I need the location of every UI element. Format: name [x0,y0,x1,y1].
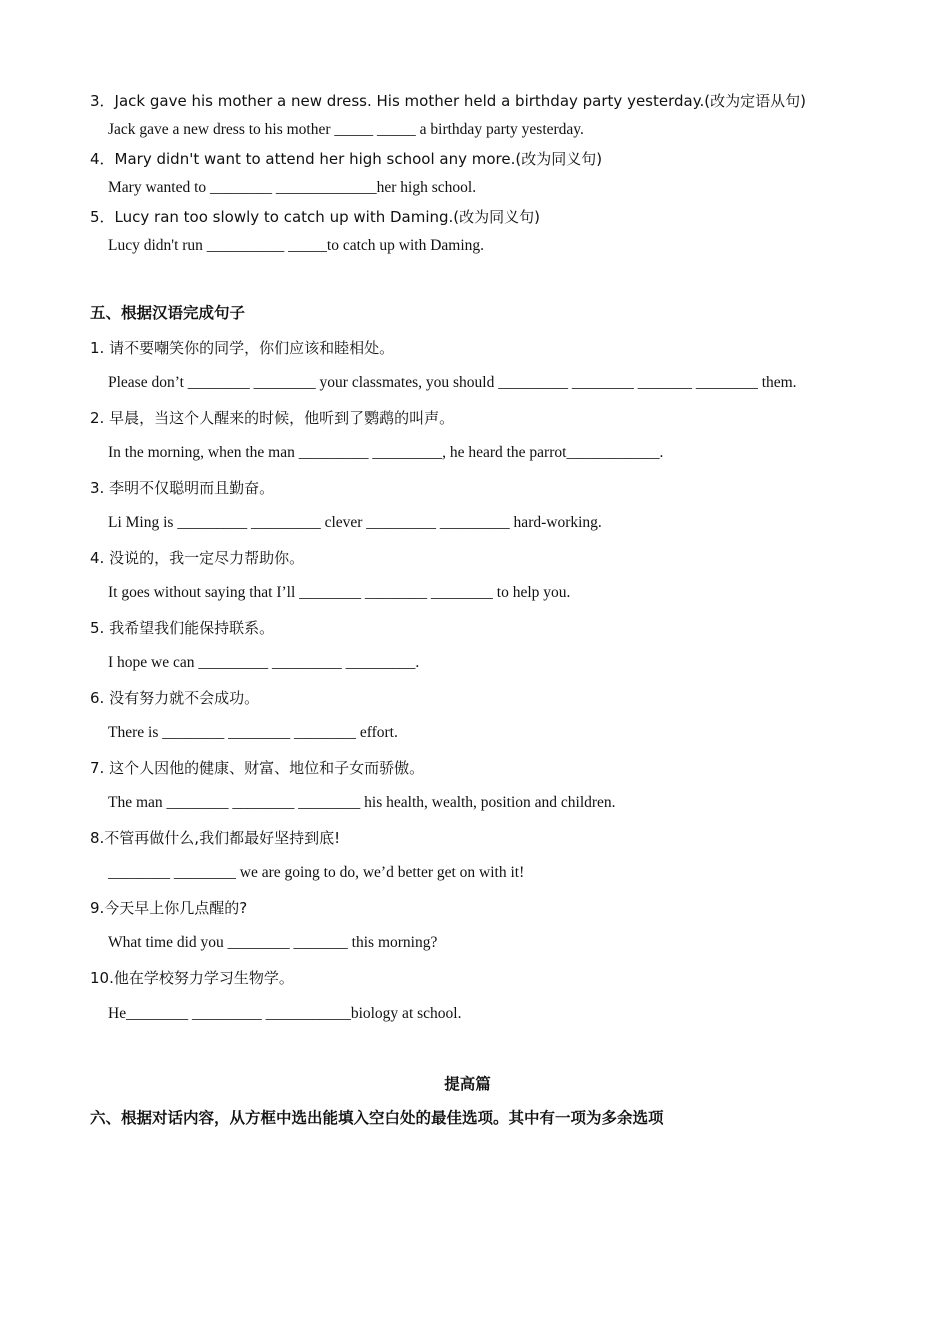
s5-question-5: 5. 我希望我们能保持联系。 [90,619,275,637]
rewrite-answer-3: Jack gave a new dress to his mother _____ _____ a birthday party yesterday. [108,121,584,138]
s5-answer-7: The man ________ ________ ________ his health, wealth, position and children. [108,794,616,811]
s5-question-9: 9.今天早上你几点醒的? [90,899,248,917]
s5-answer-4: It goes without saying that I’ll ________ ________ ________ to help you. [108,584,571,601]
s5-question-1: 1. 请不要嘲笑你的同学，你们应该和睦相处。 [90,339,395,357]
rewrite-question-5: 5．Lucy ran too slowly to catch up with Daming.(改为同义句) [90,208,540,226]
s5-answer-2: In the morning, when the man _________ _________, he heard the parrot____________. [108,444,664,461]
s5-answer-9: What time did you ________ _______ this morning? [108,934,438,951]
rewrite-answer-4: Mary wanted to ________ _____________her high school. [108,179,477,196]
section-6-title: 六、根据对话内容，从方框中选出能填入空白处的最佳选项。其中有一项为多余选项 [90,1109,664,1127]
section-5-title: 五、根据汉语完成句子 [90,304,246,322]
s5-answer-6: There is ________ ________ ________ effort. [108,724,398,741]
s5-answer-1: Please don’t ________ ________ your classmates, you should _________ ________ _______ ________ them. [108,374,797,391]
s5-question-3: 3. 李明不仅聪明而且勤奋。 [90,479,275,497]
s5-question-10: 10.他在学校努力学习生物学。 [90,969,294,987]
s5-question-4: 4. 没说的，我一定尽力帮助你。 [90,549,305,567]
s5-answer-5: I hope we can _________ _________ _________. [108,654,420,671]
s5-question-8: 8.不管再做什么,我们都最好坚持到底! [90,829,341,847]
rewrite-question-3: 3．Jack gave his mother a new dress. His mother held a birthday party yesterday.(改为定语从句) [90,92,806,110]
s5-answer-3: Li Ming is _________ _________ clever _________ _________ hard-working. [108,514,602,531]
rewrite-answer-5: Lucy didn't run __________ _____to catch up with Daming. [108,237,485,254]
s5-answer-8: ________ ________ we are going to do, we’d better get on with it! [108,864,525,881]
s5-question-6: 6. 没有努力就不会成功。 [90,689,260,707]
s5-question-2: 2. 早晨，当这个人醒来的时候，他听到了鹦鹉的叫声。 [90,409,455,427]
s5-question-7: 7. 这个人因他的健康、财富、地位和子女而骄傲。 [90,759,425,777]
advanced-title: 提高篇 [444,1075,491,1093]
rewrite-question-4: 4．Mary didn't want to attend her high school any more.(改为同义句) [90,150,603,168]
s5-answer-10: He________ _________ ___________biology at school. [108,1005,462,1022]
